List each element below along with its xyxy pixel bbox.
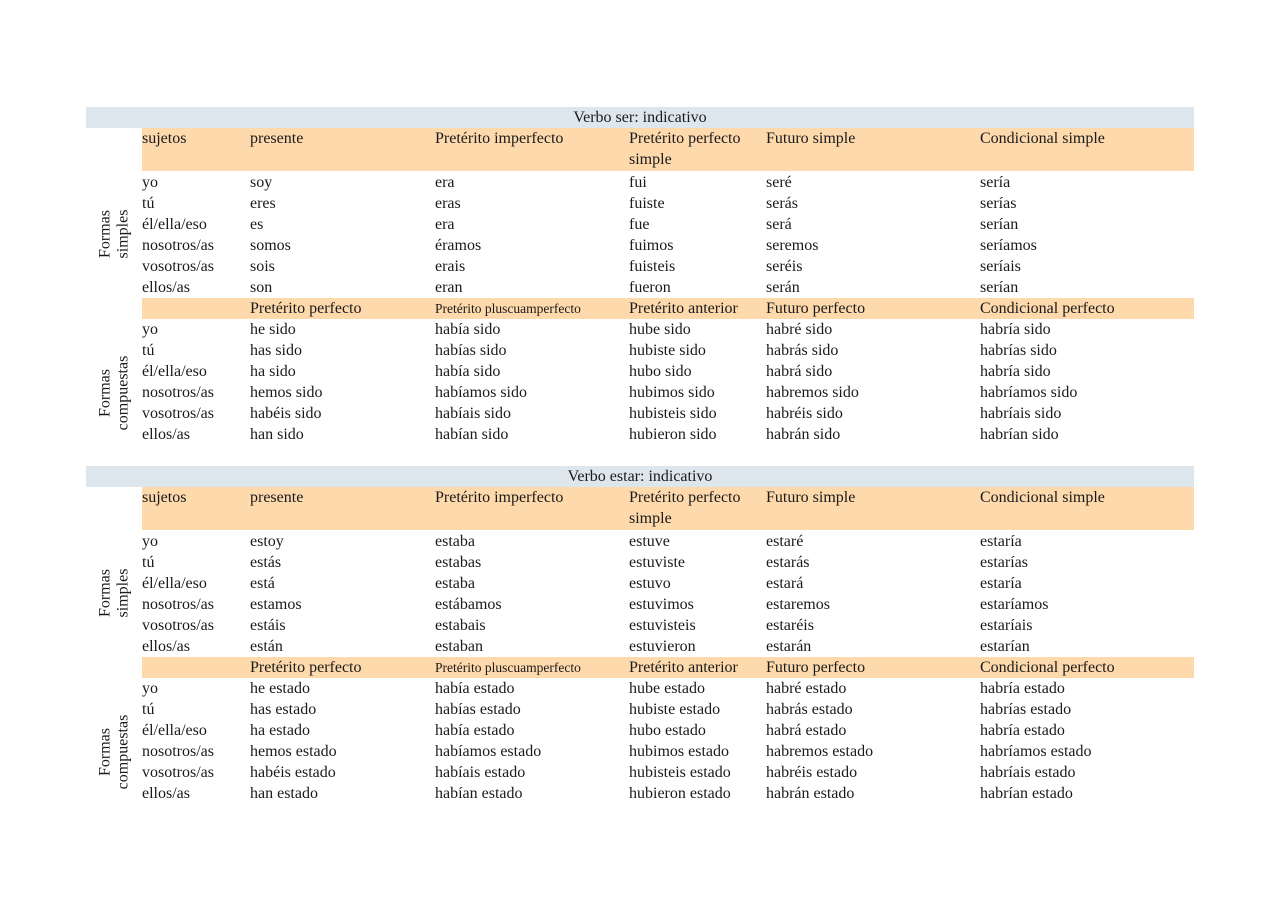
verb-cell: estaría: [980, 575, 1022, 592]
subject-cell: tú: [142, 701, 155, 718]
header-cell: presente: [250, 489, 304, 506]
side-label-line: simples: [113, 568, 131, 618]
verb-cell: fuisteis: [629, 258, 676, 275]
verb-cell: hubisteis sido: [629, 405, 717, 422]
verb-cell: serías: [980, 195, 1017, 212]
verb-cell: habremos sido: [766, 384, 859, 401]
table-row: [142, 403, 1194, 424]
verb-cell: habrías estado: [980, 701, 1072, 718]
conjugation-grid: [86, 128, 1194, 445]
verb-cell: has sido: [250, 342, 302, 359]
header-cell: Condicional perfecto: [980, 659, 1115, 676]
header-cell: Pretérito imperfecto: [435, 489, 564, 506]
verb-cell: estaré: [766, 533, 804, 550]
side-label-simple: [86, 149, 142, 319]
verb-cell: estuvieron: [629, 638, 696, 655]
verb-cell: estuvimos: [629, 596, 694, 613]
verb-cell: habrías sido: [980, 342, 1057, 359]
verb-cell: habré sido: [766, 321, 833, 338]
header-cell: sujetos: [142, 130, 187, 147]
verb-cell: fuiste: [629, 195, 665, 212]
side-label-line: Formas: [95, 569, 113, 618]
verb-cell: habríais estado: [980, 764, 1076, 781]
compound-header-row: [142, 298, 1194, 319]
verb-cell: estábamos: [435, 596, 502, 613]
header-cell: Condicional simple: [980, 130, 1105, 147]
subject-cell: él/ella/eso: [142, 363, 207, 380]
verb-cell: estamos: [250, 596, 302, 613]
verb-cell: habría estado: [980, 722, 1065, 739]
verb-cell: habíamos estado: [435, 743, 542, 760]
header-cell: Futuro simple: [766, 130, 856, 147]
side-label-line: Formas: [96, 368, 113, 417]
table-row: [142, 762, 1194, 783]
verb-cell: serán: [766, 279, 800, 296]
verb-cell: había estado: [435, 680, 515, 697]
header-cell: Condicional perfecto: [980, 300, 1115, 317]
verb-cell: ha estado: [250, 722, 310, 739]
table-row: [142, 382, 1194, 403]
verb-cell: estaremos: [766, 596, 830, 613]
verb-cell: hubieron sido: [629, 426, 717, 443]
verb-cell: hubisteis estado: [629, 764, 731, 781]
verb-cell: éramos: [435, 237, 482, 254]
verb-cell: habríais sido: [980, 405, 1062, 422]
table-row: [142, 235, 1194, 256]
verb-cell: habréis sido: [766, 405, 843, 422]
verb-cell: estuviste: [629, 554, 685, 571]
verb-cell: hube sido: [629, 321, 691, 338]
subject-cell: vosotros/as: [142, 405, 214, 422]
verb-cell: habían estado: [435, 785, 523, 802]
verb-cell: hube estado: [629, 680, 705, 697]
verb-cell: había sido: [435, 363, 501, 380]
table-row: [142, 172, 1194, 193]
subject-cell: nosotros/as: [142, 384, 214, 401]
verb-cell: está: [250, 575, 275, 592]
header-cell: Pretérito anterior: [629, 300, 738, 317]
verb-cell: hemos sido: [250, 384, 323, 401]
simple-header-row: [142, 128, 1194, 171]
table-row: [142, 783, 1194, 804]
header-cell: Futuro perfecto: [766, 659, 866, 676]
verb-cell: habría sido: [980, 363, 1051, 380]
verb-cell: estaría: [980, 533, 1022, 550]
header-cell: Pretérito perfecto: [250, 300, 362, 317]
table-row: [142, 573, 1194, 594]
verb-cell: habéis sido: [250, 405, 322, 422]
subject-cell: tú: [142, 342, 155, 359]
verb-cell: habrás estado: [766, 701, 853, 718]
verb-cell: son: [250, 279, 273, 296]
verb-cell: estarás: [766, 554, 810, 571]
verb-cell: habré estado: [766, 680, 847, 697]
table-row: [142, 720, 1194, 741]
verb-cell: habrá estado: [766, 722, 847, 739]
table-ser: [86, 107, 1194, 445]
verb-cell: habíais sido: [435, 405, 511, 422]
verb-cell: estaba: [435, 575, 475, 592]
verb-cell: he estado: [250, 680, 310, 697]
table-row: [142, 424, 1194, 445]
verb-cell: estaríais: [980, 617, 1033, 634]
table-row: [142, 531, 1194, 552]
verb-cell: fui: [629, 174, 647, 191]
verb-cell: fueron: [629, 279, 671, 296]
simple-header-row: [142, 487, 1194, 530]
side-label-line: compuestas: [114, 714, 131, 789]
conjugation-grid: [86, 487, 1194, 804]
table-row: [142, 699, 1194, 720]
verb-cell: había sido: [435, 321, 501, 338]
header-cell: Pretérito anterior: [629, 659, 738, 676]
verb-cell: habíamos sido: [435, 384, 527, 401]
verb-cell: hubo sido: [629, 363, 692, 380]
verb-cell: estarían: [980, 638, 1030, 655]
table-title: Verbo estar: indicativo: [86, 466, 1194, 487]
verb-cell: seréis: [766, 258, 803, 275]
table-row: [142, 615, 1194, 636]
verb-cell: hubimos estado: [629, 743, 729, 760]
subject-cell: ellos/as: [142, 785, 190, 802]
header-cell: Condicional simple: [980, 489, 1105, 506]
verb-cell: eres: [250, 195, 276, 212]
verb-cell: estabais: [435, 617, 486, 634]
verb-cell: había estado: [435, 722, 515, 739]
header-cell: Pretérito pluscuamperfecto: [435, 301, 581, 316]
side-label-line: compuestas: [114, 355, 131, 430]
table-row: [142, 678, 1194, 699]
verb-cell: estuvo: [629, 575, 671, 592]
table-row: [142, 594, 1194, 615]
verb-cell: eran: [435, 279, 463, 296]
verb-cell: han sido: [250, 426, 304, 443]
verb-cell: seremos: [766, 237, 819, 254]
verb-cell: habías estado: [435, 701, 521, 718]
subject-cell: él/ella/eso: [142, 216, 207, 233]
verb-cell: somos: [250, 237, 291, 254]
verb-cell: estarías: [980, 554, 1028, 571]
subject-cell: yo: [142, 533, 158, 550]
verb-cell: estará: [766, 575, 804, 592]
header-cell: Futuro simple: [766, 489, 856, 506]
table-row: [142, 552, 1194, 573]
verb-cell: es: [250, 216, 264, 233]
subject-cell: tú: [142, 554, 155, 571]
subject-cell: nosotros/as: [142, 743, 214, 760]
table-row: [142, 741, 1194, 762]
verb-cell: habrán estado: [766, 785, 855, 802]
verb-cell: habrás sido: [766, 342, 839, 359]
verb-cell: habrían sido: [980, 426, 1059, 443]
verb-cell: hubiste sido: [629, 342, 706, 359]
side-label-compuestas: [86, 678, 142, 825]
header-cell: Pretérito perfecto simple: [629, 130, 741, 168]
verb-cell: será: [766, 216, 792, 233]
table-row: [142, 256, 1194, 277]
verb-cell: habréis estado: [766, 764, 858, 781]
table-title: Verbo ser: indicativo: [86, 107, 1194, 128]
table-row: [142, 214, 1194, 235]
verb-cell: habríamos sido: [980, 384, 1078, 401]
verb-cell: habría estado: [980, 680, 1065, 697]
header-cell: Futuro perfecto: [766, 300, 866, 317]
subject-cell: tú: [142, 195, 155, 212]
verb-cell: habrá sido: [766, 363, 833, 380]
verb-cell: eras: [435, 195, 461, 212]
verb-cell: seré: [766, 174, 792, 191]
verb-cell: habría sido: [980, 321, 1051, 338]
table-row: [142, 277, 1194, 298]
side-label-line: Formas: [95, 210, 113, 259]
verb-cell: estáis: [250, 617, 286, 634]
table-row: [142, 340, 1194, 361]
table-row: [142, 193, 1194, 214]
table-row: [142, 636, 1194, 657]
verb-cell: has estado: [250, 701, 317, 718]
verb-cell: serás: [766, 195, 798, 212]
subject-cell: él/ella/eso: [142, 722, 207, 739]
side-label-line: Formas: [96, 727, 113, 776]
subject-cell: él/ella/eso: [142, 575, 207, 592]
verb-cell: estaréis: [766, 617, 814, 634]
verb-cell: fuimos: [629, 237, 674, 254]
verb-cell: erais: [435, 258, 466, 275]
subject-cell: yo: [142, 680, 158, 697]
verb-cell: estaba: [435, 533, 475, 550]
compound-header-row: [142, 657, 1194, 678]
header-cell: Pretérito perfecto: [250, 659, 362, 676]
verb-cell: estás: [250, 554, 282, 571]
subject-cell: ellos/as: [142, 279, 190, 296]
verb-cell: estaban: [435, 638, 483, 655]
verb-cell: estabas: [435, 554, 482, 571]
verb-cell: habremos estado: [766, 743, 874, 760]
verb-cell: era: [435, 174, 455, 191]
table-row: [142, 319, 1194, 340]
verb-cell: habrían estado: [980, 785, 1073, 802]
header-cell: Pretérito perfecto simple: [629, 489, 741, 527]
verb-cell: estoy: [250, 533, 284, 550]
subject-cell: ellos/as: [142, 426, 190, 443]
verb-cell: habíais estado: [435, 764, 526, 781]
verb-cell: hubimos sido: [629, 384, 715, 401]
subject-cell: yo: [142, 321, 158, 338]
subject-cell: vosotros/as: [142, 258, 214, 275]
verb-cell: habríamos estado: [980, 743, 1092, 760]
table-estar: [86, 466, 1194, 804]
verb-cell: serían: [980, 216, 1019, 233]
header-cell: Pretérito imperfecto: [435, 130, 564, 147]
verb-cell: he sido: [250, 321, 296, 338]
subject-cell: vosotros/as: [142, 764, 214, 781]
verb-cell: habrán sido: [766, 426, 841, 443]
subject-cell: ellos/as: [142, 638, 190, 655]
subject-cell: nosotros/as: [142, 237, 214, 254]
verb-cell: hubieron estado: [629, 785, 731, 802]
verb-cell: estuvisteis: [629, 617, 696, 634]
verb-cell: soy: [250, 174, 273, 191]
verb-cell: era: [435, 216, 455, 233]
verb-cell: seríais: [980, 258, 1021, 275]
subject-cell: vosotros/as: [142, 617, 214, 634]
verb-cell: ha sido: [250, 363, 296, 380]
side-label-simple: [86, 508, 142, 678]
verb-cell: seríamos: [980, 237, 1037, 254]
side-label-line: simples: [113, 209, 131, 259]
verb-cell: habían sido: [435, 426, 509, 443]
verb-cell: habéis estado: [250, 764, 336, 781]
subject-cell: yo: [142, 174, 158, 191]
verb-cell: estuve: [629, 533, 670, 550]
header-cell: Pretérito pluscuamperfecto: [435, 660, 581, 675]
verb-cell: serían: [980, 279, 1019, 296]
verb-cell: fue: [629, 216, 650, 233]
verb-cell: están: [250, 638, 283, 655]
verb-cell: han estado: [250, 785, 318, 802]
verb-cell: estarán: [766, 638, 812, 655]
verb-cell: estaríamos: [980, 596, 1049, 613]
verb-cell: hemos estado: [250, 743, 337, 760]
verb-cell: habías sido: [435, 342, 507, 359]
header-cell: presente: [250, 130, 304, 147]
verb-cell: hubo estado: [629, 722, 706, 739]
table-row: [142, 361, 1194, 382]
verb-cell: sería: [980, 174, 1011, 191]
side-label-compuestas: [86, 319, 142, 466]
header-cell: sujetos: [142, 489, 187, 506]
subject-cell: nosotros/as: [142, 596, 214, 613]
verb-cell: sois: [250, 258, 275, 275]
verb-cell: hubiste estado: [629, 701, 721, 718]
